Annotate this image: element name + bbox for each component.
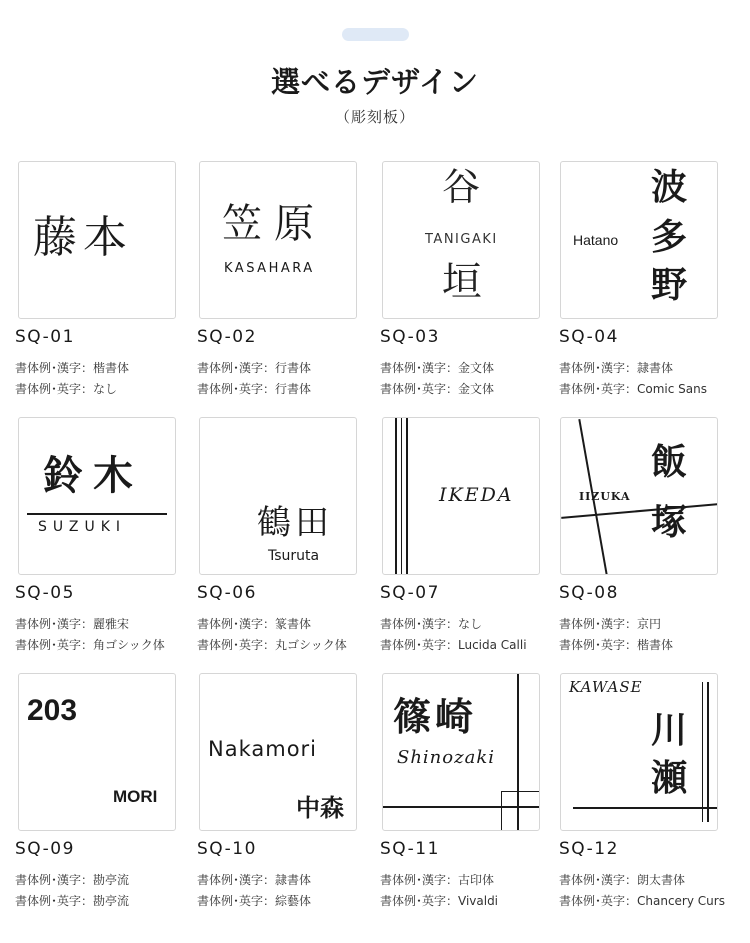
design-code: SQ-05 xyxy=(15,583,75,603)
design-card-sq01[interactable] xyxy=(18,161,176,319)
vertical-line-2 xyxy=(401,418,402,575)
design-code: SQ-06 xyxy=(197,583,257,603)
divider-line xyxy=(27,513,167,515)
sample-kanji: 藤本 xyxy=(33,212,133,263)
sample-kanji-top: 谷 xyxy=(442,165,481,209)
sample-kanji: 鈴木 xyxy=(43,452,143,499)
design-card-sq07[interactable] xyxy=(382,417,540,575)
design-card-sq09[interactable] xyxy=(18,673,176,831)
sample-kanji-2: 塚 xyxy=(651,501,688,543)
design-code: SQ-02 xyxy=(197,327,257,347)
vertical-line-3 xyxy=(406,418,408,575)
sample-latin: KAWASE xyxy=(569,678,643,696)
design-code: SQ-09 xyxy=(15,839,75,859)
sample-latin: KASAHARA xyxy=(224,261,315,276)
design-code: SQ-07 xyxy=(380,583,440,603)
vertical-line-1 xyxy=(395,418,397,575)
frame-line-horizontal xyxy=(573,807,718,809)
sample-kanji: 鶴田 xyxy=(257,503,333,543)
sample-kanji-1: 川 xyxy=(651,709,688,751)
design-code: SQ-04 xyxy=(559,327,619,347)
page-title: 選べるデザイン xyxy=(271,65,479,99)
sample-kanji-2: 多 xyxy=(651,217,688,258)
latin-font-spec: 書体例･英字：Comic Sans xyxy=(559,382,707,396)
design-card-sq05[interactable] xyxy=(18,417,176,575)
sample-latin: SUZUKI xyxy=(38,519,127,535)
kanji-font-spec: 書体例･漢字：篆書体 xyxy=(197,617,312,631)
kanji-font-spec: 書体例･漢字：麗雅宋 xyxy=(15,617,130,631)
design-card-sq12[interactable] xyxy=(560,673,718,831)
latin-font-spec: 書体例･英字：金文体 xyxy=(380,382,495,396)
sample-kanji: 笠原 xyxy=(222,201,326,247)
latin-font-spec: 書体例･英字：なし xyxy=(15,382,118,396)
sample-latin: Nakamori xyxy=(208,737,318,761)
kanji-font-spec: 書体例･漢字：勘亭流 xyxy=(15,873,130,887)
design-card-sq08[interactable] xyxy=(560,417,718,575)
latin-font-spec: 書体例･英字：勘亭流 xyxy=(15,894,130,908)
frame-line-horizontal-inner xyxy=(501,791,540,792)
design-card-sq11[interactable] xyxy=(382,673,540,831)
design-code: SQ-03 xyxy=(380,327,440,347)
kanji-font-spec: 書体例･漢字：楷書体 xyxy=(15,361,130,375)
latin-font-spec: 書体例･英字：Vivaldi xyxy=(380,894,499,908)
sample-latin: MORI xyxy=(113,787,158,806)
sample-latin: Hatano xyxy=(573,232,619,248)
sample-kanji-3: 野 xyxy=(651,265,688,306)
sample-latin: IIZUKA xyxy=(579,490,631,503)
design-code: SQ-10 xyxy=(197,839,257,859)
sample-kanji-1: 飯 xyxy=(651,441,688,483)
sample-kanji-bottom: 垣 xyxy=(442,259,482,305)
latin-font-spec: 書体例･英字：綜藝体 xyxy=(197,894,312,908)
page-subtitle: （彫刻板） xyxy=(334,108,415,126)
kanji-font-spec: 書体例･漢字：なし xyxy=(380,617,483,631)
design-card-sq04[interactable] xyxy=(560,161,718,319)
design-card-sq10[interactable] xyxy=(199,673,357,831)
design-code: SQ-11 xyxy=(380,839,440,859)
diagonal-line-horizontal xyxy=(561,503,718,519)
kanji-font-spec: 書体例･漢字：行書体 xyxy=(197,361,312,375)
kanji-font-spec: 書体例･漢字：金文体 xyxy=(380,361,495,375)
kanji-font-spec: 書体例･漢字：隷書体 xyxy=(559,361,674,375)
design-card-sq03[interactable] xyxy=(382,161,540,319)
latin-font-spec: 書体例･英字：丸ゴシック体 xyxy=(197,638,347,652)
sample-kanji: 中森 xyxy=(296,794,344,822)
frame-line-vertical-inner xyxy=(501,791,502,831)
latin-font-spec: 書体例･英字：楷書体 xyxy=(559,638,674,652)
latin-font-spec: 書体例･英字：Lucida Calli xyxy=(380,638,527,652)
design-card-sq06[interactable] xyxy=(199,417,357,575)
sample-kanji-2: 瀬 xyxy=(651,757,688,799)
sample-latin: TANIGAKI xyxy=(425,232,498,247)
sample-kanji: 篠崎 xyxy=(393,694,478,739)
frame-line-vertical-2 xyxy=(707,682,709,822)
frame-line-horizontal-outer xyxy=(383,806,540,808)
sample-latin: IKEDA xyxy=(439,484,514,506)
kanji-font-spec: 書体例･漢字：古印体 xyxy=(380,873,495,887)
sample-latin: Tsuruta xyxy=(268,548,320,564)
latin-font-spec: 書体例･英字：Chancery Curs xyxy=(559,894,725,908)
kanji-font-spec: 書体例･漢字：隷書体 xyxy=(197,873,312,887)
latin-font-spec: 書体例･英字：角ゴシック体 xyxy=(15,638,165,652)
design-code: SQ-12 xyxy=(559,839,619,859)
sample-number: 203 xyxy=(27,694,78,727)
design-code: SQ-08 xyxy=(559,583,619,603)
kanji-font-spec: 書体例･漢字：京円 xyxy=(559,617,662,631)
design-code: SQ-01 xyxy=(15,327,75,347)
design-card-sq02[interactable] xyxy=(199,161,357,319)
frame-line-vertical-1 xyxy=(702,682,703,822)
sample-kanji-1: 波 xyxy=(651,167,688,208)
top-decoration-pill xyxy=(342,28,409,41)
sample-latin: Shinozaki xyxy=(397,747,495,768)
latin-font-spec: 書体例･英字：行書体 xyxy=(197,382,312,396)
kanji-font-spec: 書体例･漢字：朗太書体 xyxy=(559,873,686,887)
